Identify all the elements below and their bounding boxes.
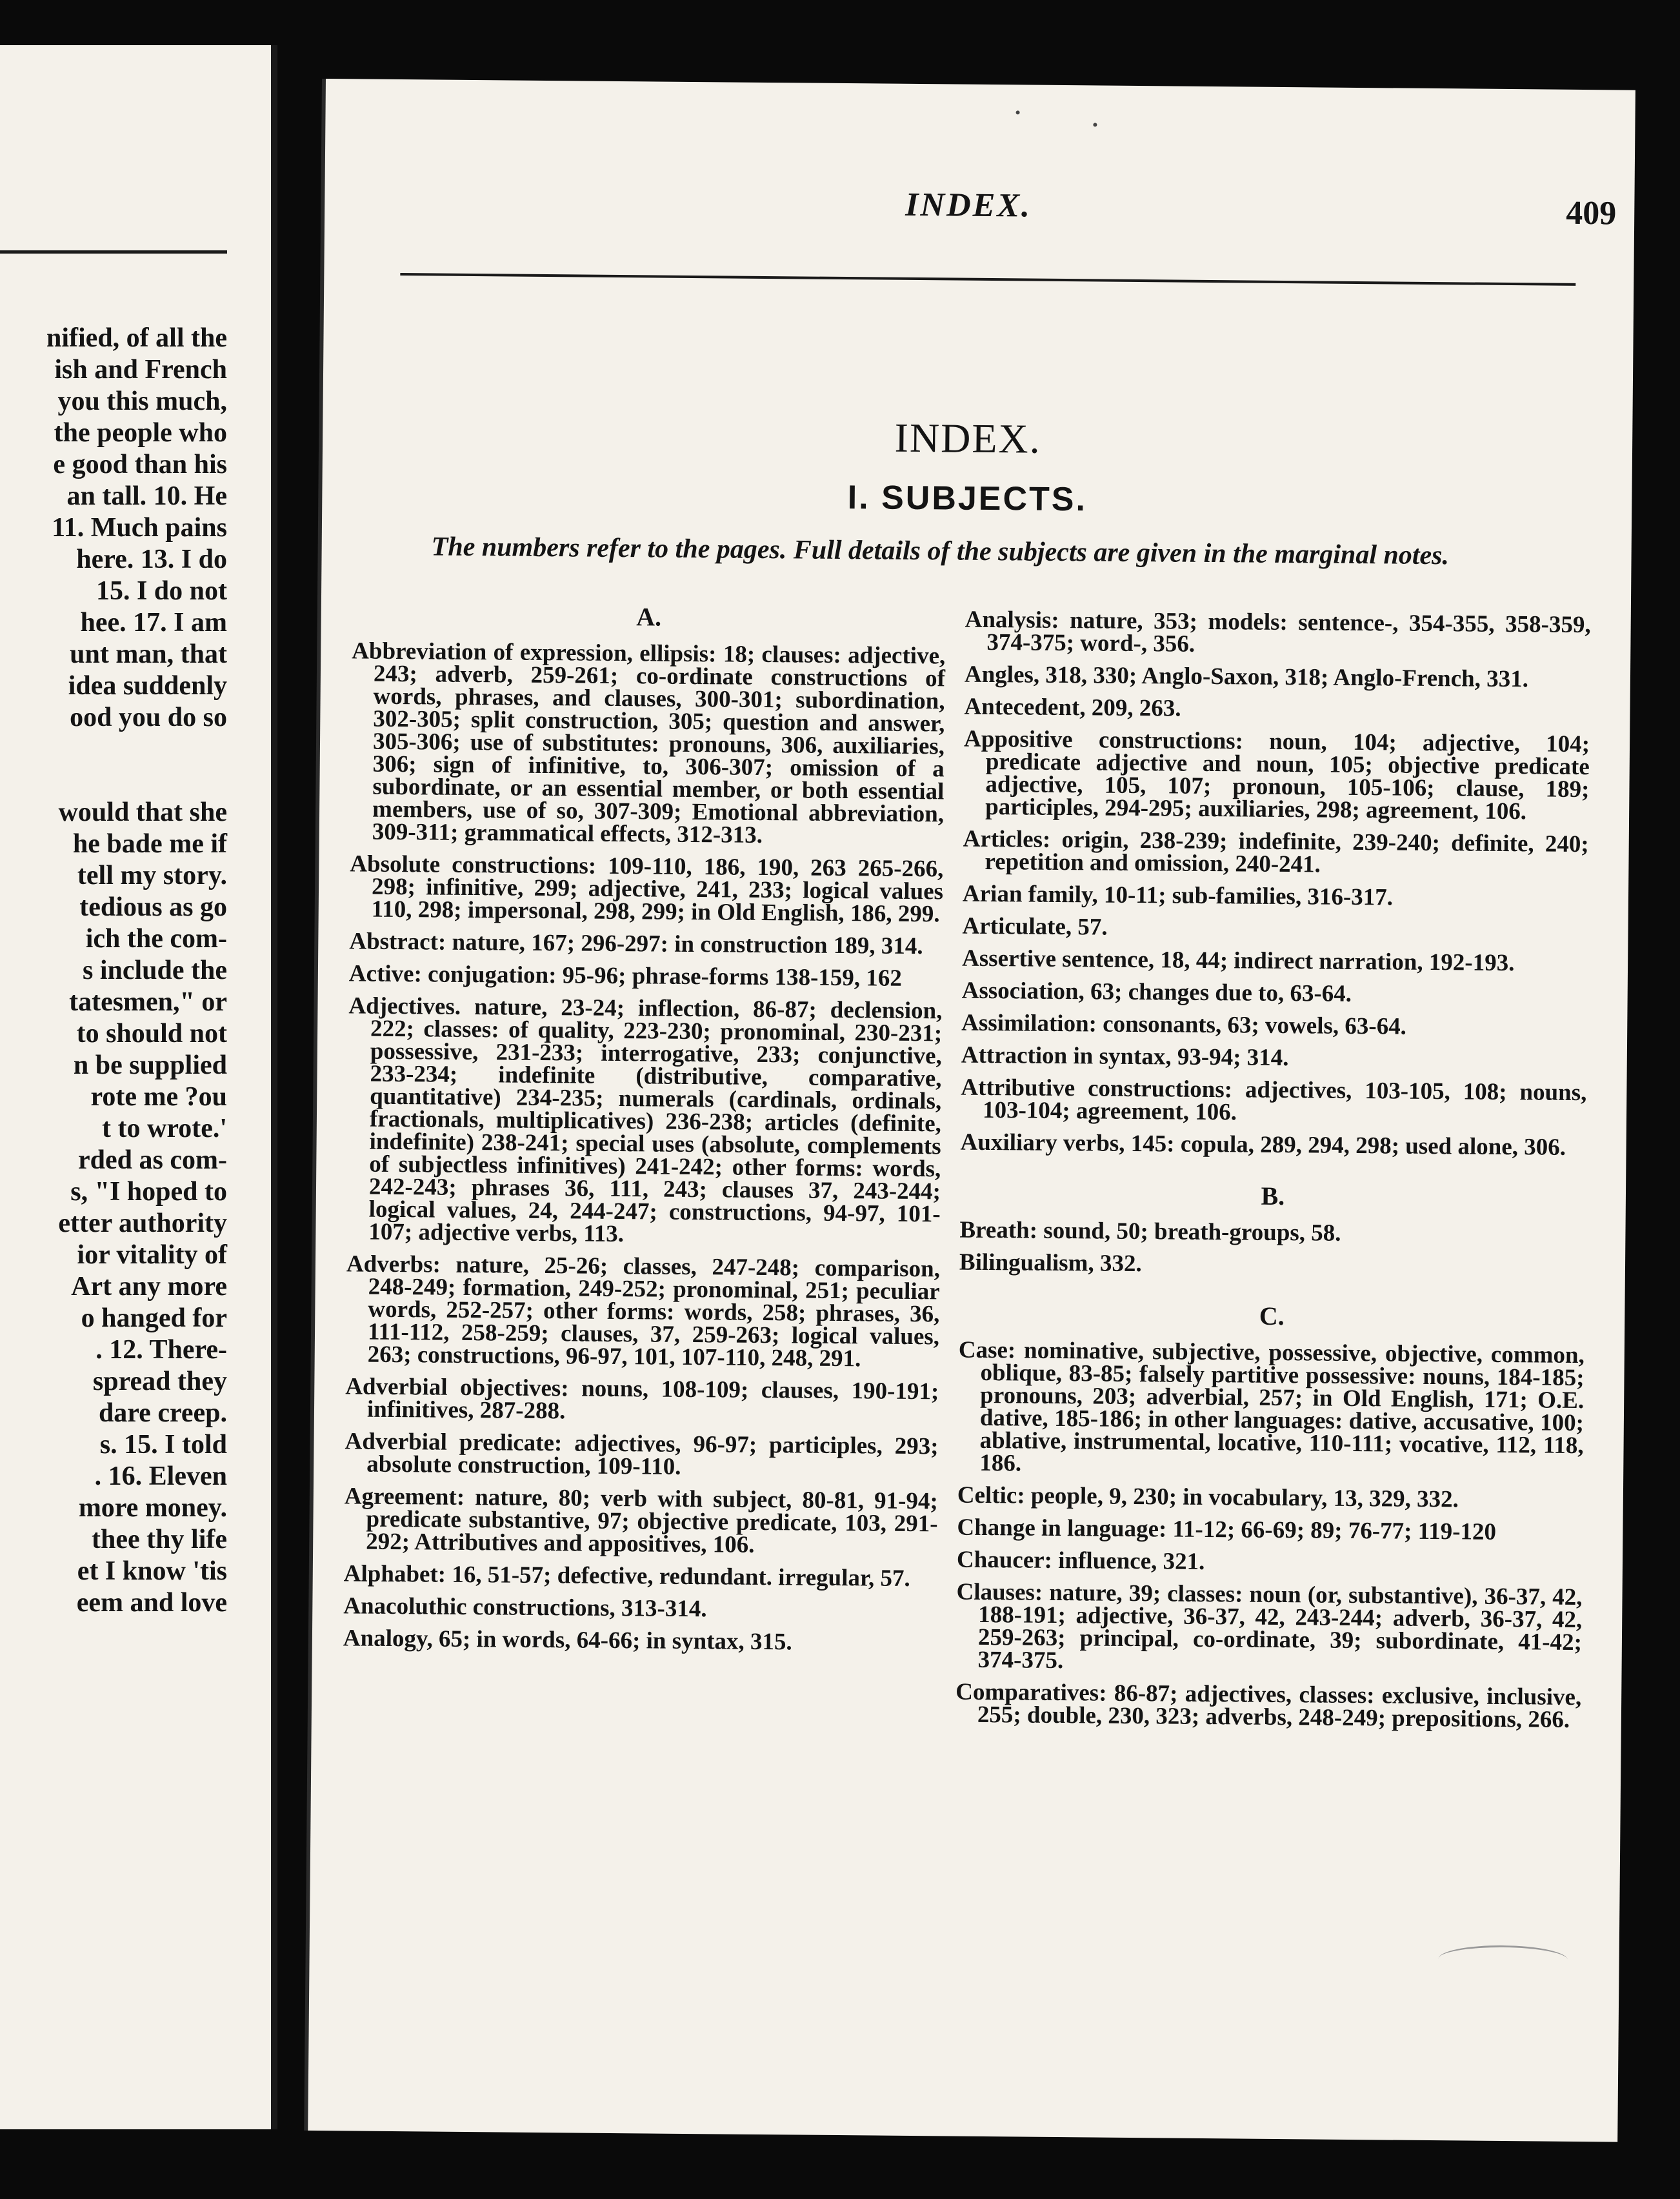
entry-headword: Association [961,977,1079,1005]
letter-heading: A. [636,602,662,632]
running-head [325,181,1635,237]
facing-page-line: spread they [92,1367,227,1396]
index-entry [957,1516,1583,1544]
entry-headword: Analogy [343,1625,427,1652]
facing-page-line: rded as com- [78,1145,227,1175]
index-entry [961,1009,1587,1040]
facing-page-line: here. 13. I do [76,545,227,574]
entry-headword: Active [348,960,414,988]
entry-references: : nature, 25-26; classes, 247-248; comparison, 248-249; formation, 249-252; pronominal, 251; peculiar words, 252-257; other forms: words, 258; phrases, 36, 111-112, 258-259; clauses, 37, 259-263; logical values, 263; constructions, 96-97, 101, 107-110, 248, 291. [367,1251,941,1372]
index-entry [349,930,943,958]
facing-page-line: 15. I do not [95,576,227,606]
entry-references: : nominative, subjective, possessive, objective, common, oblique, 83-85; falsely partitive possessive: nouns, 184-185; pronouns, 203; adverbial, 257; in Old English, 171; O.E. dative, 185-186; in other languages: dative, accusative, 100; ablative, instrumental, locative, 110-111; vocative, 112, 118, 186. [979,1337,1585,1477]
entry-headword: Comparatives [955,1678,1099,1707]
index-entry [344,1485,938,1558]
index-column-left [343,603,946,1664]
index-entry [961,1131,1586,1159]
entry-references: : 86-87; adjectives, classes: exclusive, inclusive, 255; double, 230, 323; adverbs, 248-249; prepositions, 266. [977,1680,1582,1733]
entry-headword: Alphabet [343,1560,438,1588]
facing-page-line: eem and love [76,1588,227,1618]
entry-references: , 318, 330; Anglo-Saxon, 318; Anglo-French, 331. [1033,661,1529,693]
entry-headword: Arian [962,880,1023,908]
index-entry [349,962,943,990]
entry-references: verbs, 145: copula, 289, 294, 298; used alone, 306. [1057,1129,1566,1161]
entry-headword: Attributive [961,1074,1075,1102]
facing-page-line: tell my story. [77,861,227,890]
facing-page-line: n be supplied [73,1050,227,1080]
facing-page-line: you this much, [57,387,227,416]
entry-headword: Bilingualism [959,1249,1088,1277]
facing-page-line: o hanged for [81,1303,227,1333]
index-entry [961,1041,1587,1072]
entry-references: : influence, 321. [1044,1547,1205,1575]
entry-headword: Adverbial [345,1428,448,1456]
entry-headword: Breath [959,1216,1030,1244]
index-entry [956,1546,1583,1576]
entry-headword: Adjectives [348,992,455,1020]
index-entry [965,663,1590,691]
scan-speck [1016,110,1020,114]
index-entry [346,1252,940,1371]
entry-references: : sound, 50; breath-groups, 58. [1029,1217,1341,1247]
entry-headword: Adverbs [346,1250,433,1278]
entry-headword: Appositive [963,725,1073,754]
entry-headword: Case [958,1336,1008,1364]
index-entry [959,1251,1585,1279]
facing-page-line: . 12. There- [95,1335,227,1365]
page-title: INDEX. [894,414,1042,462]
index-entry [962,912,1588,943]
entry-references: objectives: nouns, 108-109; clauses, 190-191; infinitives, 287-288. [366,1374,939,1425]
index-entry [962,979,1588,1007]
index-entry [343,1594,937,1622]
entry-references: family, 10-11; sub-families, 316-317. [1022,881,1394,911]
facing-page-line: ood you do so [70,703,227,732]
index-entry [956,1578,1583,1676]
entry-references: : conjugation: 95-96; phrase-forms 138-159, 162 [414,961,903,992]
entry-headword: Abbreviation [352,638,487,666]
entry-references: , 65; in words, 64-66; in syntax, 315. [426,1625,792,1656]
index-entry [961,1076,1587,1127]
entry-headword: Antecedent [964,693,1080,721]
entry-headword: Celtic [957,1481,1017,1509]
entry-references: : consonants, 63; vowels, 63-64. [1088,1010,1407,1040]
entry-headword: Articles [963,825,1043,853]
entry-references: . nature, 23-24; inflection, 86-87; declension, 222; classes: of quality, 223-230; pronominal, 230-231; possessive, 231-233; interrogative, 233; conjunctive, 233-234; indefinite (distributive, comparative, quantitative) 234-235; numerals (cardinals, ordinals, fractionals, multiplicatives) 236-238; articles (definite, indefinite) 238-241; special uses (absolute, complements of subjectless infinitives) 241-242; other forms: words, 242-243; phrases 36, 111, 243; clauses 37, 243-244; logical values, 24, 244-247; constructions, 94-97, 101-107; adjective verbs, 113. [368,993,943,1248]
facing-page-line: idea suddenly [68,671,227,701]
facing-page-text [46,323,227,1619]
index-entry [959,1216,1585,1247]
entry-references: : nature, 39; classes: noun (or, substantive), 36-37, 42, 188-191; adjective, 36-37, 42, 243-244; adverb, 36-37, 42, 259-263; principal, co-ordinate, 39; subordinate, 41-42; 374-375. [977,1579,1583,1674]
entry-headword: Clauses [956,1578,1035,1606]
facing-page-line: 11. Much pains [52,513,227,543]
section-title: I. SUBJECTS. [847,479,1088,519]
index-entry [350,850,944,928]
entry-references: : 16, 51-57; defective, redundant. irregular, 57. [437,1561,910,1592]
facing-page-line: et I know 'tis [77,1556,227,1586]
entry-references: , 332. [1088,1250,1142,1278]
facing-page-line: hee. 17. I am [80,608,227,638]
entry-references: : people, 9, 230; in vocabulary, 13, 329, 332. [1017,1482,1459,1513]
header-rule [400,273,1575,286]
letter-heading: B. [1261,1181,1285,1211]
entry-headword: Articulate [962,912,1066,941]
facing-page-line: tedious as go [79,892,227,922]
entry-headword: Assimilation [961,1009,1089,1038]
running-title: INDEX. [905,186,1032,225]
page-number: 409 [1566,194,1617,232]
facing-page-line: tatesmen," or [69,987,227,1017]
entry-references: : nature, 353; models: sentence-, 354-355, 358-359, 374-375; word-, 356. [986,607,1591,658]
index-column-right [955,608,1591,1741]
index-entry [345,1375,939,1425]
entry-references: , 57. [1065,914,1108,941]
entry-references: : nature, 167; 296-297: in construction 189, 314. [437,929,923,960]
index-entry [964,693,1590,723]
facing-page-line: Art any more [71,1272,227,1301]
entry-headword: Chaucer [956,1546,1045,1574]
entry-references: , 209, 263. [1079,694,1181,722]
entry-headword: Abstract [349,928,439,956]
entry-headword: Auxiliary [960,1129,1057,1156]
scan-speck [1093,123,1097,126]
index-entry [343,1627,937,1654]
index-entry [962,947,1588,975]
facing-page-line: the people who [54,418,227,448]
facing-page-line: ish and French [54,355,227,385]
facing-page-line: ich the com- [85,924,227,954]
entry-references: : origin, 238-239; indefinite, 239-240; definite, 240; repetition and omission, 240-241. [985,826,1589,878]
entry-headword: Absolute [350,850,441,878]
entry-headword: Change [957,1514,1035,1541]
index-entry [963,725,1590,825]
index-entry [963,825,1589,878]
facing-page-line: rote me ?ou [90,1082,227,1112]
entry-references: constructions: noun, 104; adjective, 104; predicate adjective and noun, 105; objective predicate adjective, 105, 107; pronoun, 105-106; clause, 189; participles, 294-295; auxiliaries, 298; agreement, 106. [985,727,1590,825]
facing-page-line: s, "I hoped to [70,1177,227,1207]
facing-page-line: thee thy life [92,1525,227,1554]
facing-page-line: s include the [82,956,227,985]
entry-references: constructions: adjectives, 103-105, 108; nouns, 103-104; agreement, 106. [982,1075,1587,1126]
entry-references: of expression, ellipsis: 18; clauses: adjective, 243; adverb, 259-261; co-ordinate constructions of words, phrases, and clauses, 300-301; subordination, 302-305; split construction, 305; question and answer, 305-306; use of substitutes: pronouns, 306, auxiliaries, 306; sign of infinitive, to, 306-307; omission of a subordinate, or an essential member, or both essential members, use of so, 307-309; Emotional abbreviation, 309-311; grammatical effects, 312-313. [372,639,946,848]
facing-page-line: etter authority [58,1209,227,1238]
facing-page-line: dare creep. [98,1398,227,1428]
index-entry [345,1430,939,1480]
index-entry [965,608,1591,659]
entry-headword: Adverbial [345,1373,448,1401]
facing-page-line: unt man, that [70,639,227,669]
entry-references: : nature, 80; verb with subject, 80-81, 91-94; predicate substantive, 97; objective predicate, 103, 291-292; Attributives and appositives, 106. [366,1483,938,1558]
facing-page-line: he bade me if [72,829,227,859]
entry-headword: Assertive [961,945,1057,972]
letter-heading: C. [1259,1301,1285,1331]
facing-page-line: s. 15. I told [99,1430,227,1460]
entry-headword: Anacoluthic [343,1592,467,1620]
facing-page-line: . 16. Eleven [94,1461,227,1491]
facing-page-line: an tall. 10. He [66,481,227,511]
entry-headword: Analysis [965,606,1052,634]
facing-page-line: nified, of all the [46,323,227,353]
entry-references: sentence, 18, 44; indirect narration, 192-193. [1055,945,1515,977]
entry-references: in syntax, 93-94; 314. [1067,1043,1289,1072]
entry-references: constructions: 109-110, 186, 190, 263 265-266, 298; infinitive, 299; adjective, 241, 233; logical values 110, 298; impersonal, 298, 299; in Old English, 186, 299. [371,851,944,928]
entry-references: constructions, 313-314. [466,1593,707,1623]
index-entry [344,1562,937,1590]
entry-headword: Attraction [961,1041,1068,1070]
facing-page [0,45,277,2129]
index-page [308,79,1635,2142]
intro-note: The numbers refer to the pages. Full details of the subjects are given in the marginal notes. [431,532,1450,571]
index-entry [350,639,946,848]
facing-page-line: would that she [58,798,227,827]
entry-references: , 63; changes due to, 63-64. [1078,978,1352,1007]
index-entry [955,1678,1582,1733]
facing-page-rule [0,250,227,254]
facing-page-line: more money. [78,1493,227,1523]
facing-page-line: to should not [76,1019,227,1049]
index-entry [962,880,1588,911]
page-curl-mark [1438,1945,1567,1974]
facing-page-line: t to wrote.' [102,1114,227,1143]
facing-page-line: ior vitality of [77,1240,227,1270]
facing-page-line: e good than his [53,450,227,479]
entry-references: predicate: adjectives, 96-97; participles, 293; absolute construction, 109-110. [366,1429,939,1480]
index-entry [346,994,942,1248]
entry-headword: Angles [964,661,1034,688]
index-entry [957,1481,1583,1513]
index-entry [957,1336,1585,1480]
entry-headword: Agreement [344,1483,457,1511]
entry-references: in language: 11-12; 66-69; 89; 76-77; 119-120 [1035,1514,1497,1545]
